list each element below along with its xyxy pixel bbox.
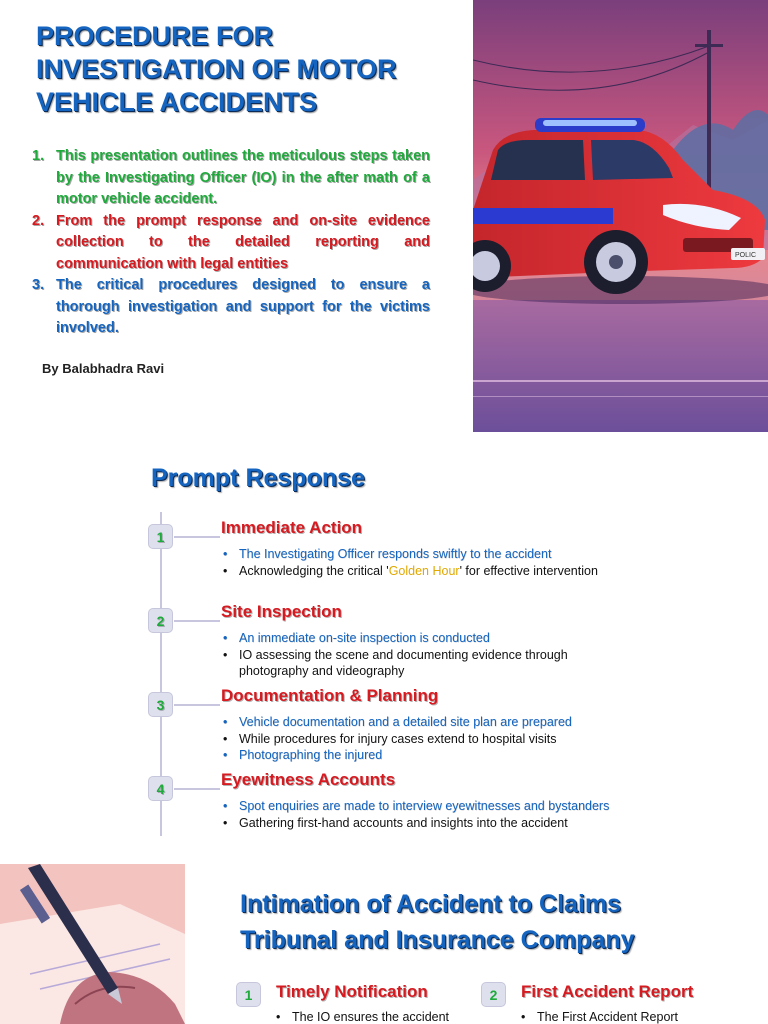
step-number-badge: 3 [148, 692, 173, 717]
card-heading: First Accident Report [521, 982, 694, 1001]
section-title: Prompt Response [151, 464, 365, 492]
step-bullets [221, 546, 661, 579]
pen-writing-illustration [0, 864, 185, 1024]
step-heading: Site Inspection [221, 602, 342, 621]
intro-item [32, 146, 430, 211]
step-heading: Immediate Action [221, 518, 363, 537]
step-number-badge: 2 [481, 982, 506, 1007]
step-number-badge: 1 [236, 982, 261, 1007]
step-heading: Documentation & Planning [221, 686, 439, 705]
intimation-slide [0, 864, 768, 1024]
golden-hour-highlight: Golden Hour [388, 563, 460, 578]
prompt-response-slide [0, 432, 768, 864]
step-bullet: • Spot enquiries are made to interview eyewitnesses and bystanders [221, 798, 661, 815]
step-bullet: • An immediate on-site inspection is conducted [221, 630, 661, 647]
step-connector [174, 620, 220, 622]
step-bullet: • Photographing the injured [221, 747, 661, 764]
step-bullet: • IO assessing the scene and documenting evidence through photography and videography [221, 647, 601, 680]
step-bullets [221, 798, 661, 831]
intro-item-number: 3. [32, 277, 45, 293]
section-title: Intimation of Accident to Claims Tribunal and Insurance Company [240, 890, 635, 954]
intro-item-text: The critical procedures designed to ensure a thorough investigation and support for the victims involved. [56, 277, 430, 336]
intro-item [32, 275, 430, 340]
step-bullet: • Vehicle documentation and a detailed site plan are prepared [221, 714, 661, 731]
author-credit: By Balabhadra Ravi [42, 361, 165, 376]
intro-item-text: This presentation outlines the meticulous steps taken by the Investigating Officer (IO) in the after math of a motor vehicle accident. [56, 148, 430, 207]
plate-text: POLIC [735, 252, 757, 259]
step-bullet [221, 563, 661, 580]
card-text: • The First Accident Report [517, 1010, 717, 1024]
card-text: • The IO ensures the accident [272, 1010, 472, 1024]
step-number-badge: 4 [148, 776, 173, 801]
step-connector [174, 704, 220, 706]
intro-item-text: From the prompt response and on-site evidence collection to the detailed reporting and communication with legal entities [56, 212, 430, 272]
intro-item-number: 2. [32, 212, 45, 229]
step-bullets [221, 714, 661, 764]
step-number-badge: 2 [148, 608, 173, 633]
intro-item [32, 211, 430, 276]
intro-list [32, 146, 430, 340]
step-number-badge: 1 [148, 524, 173, 549]
intro-item-number: 1. [32, 148, 45, 164]
police-car-illustration [473, 0, 768, 432]
card-heading: Timely Notification [276, 982, 428, 1001]
presentation-title: PROCEDURE FOR INVESTIGATION OF MOTOR VEHICLE ACCIDENTS [36, 21, 397, 117]
step-connector [174, 536, 220, 538]
bullet-text: ' for effective intervention [459, 563, 598, 578]
step-bullets [221, 630, 661, 680]
step-bullet: • While procedures for injury cases extend to hospital visits [221, 731, 661, 748]
step-bullet: • Gathering first-hand accounts and insights into the accident [221, 815, 661, 832]
step-heading: Eyewitness Accounts [221, 770, 396, 789]
step-connector [174, 788, 220, 790]
bullet-text: Acknowledging the critical ' [239, 563, 389, 578]
step-bullet: • The Investigating Officer responds swiftly to the accident [221, 546, 661, 563]
title-slide [0, 0, 768, 432]
